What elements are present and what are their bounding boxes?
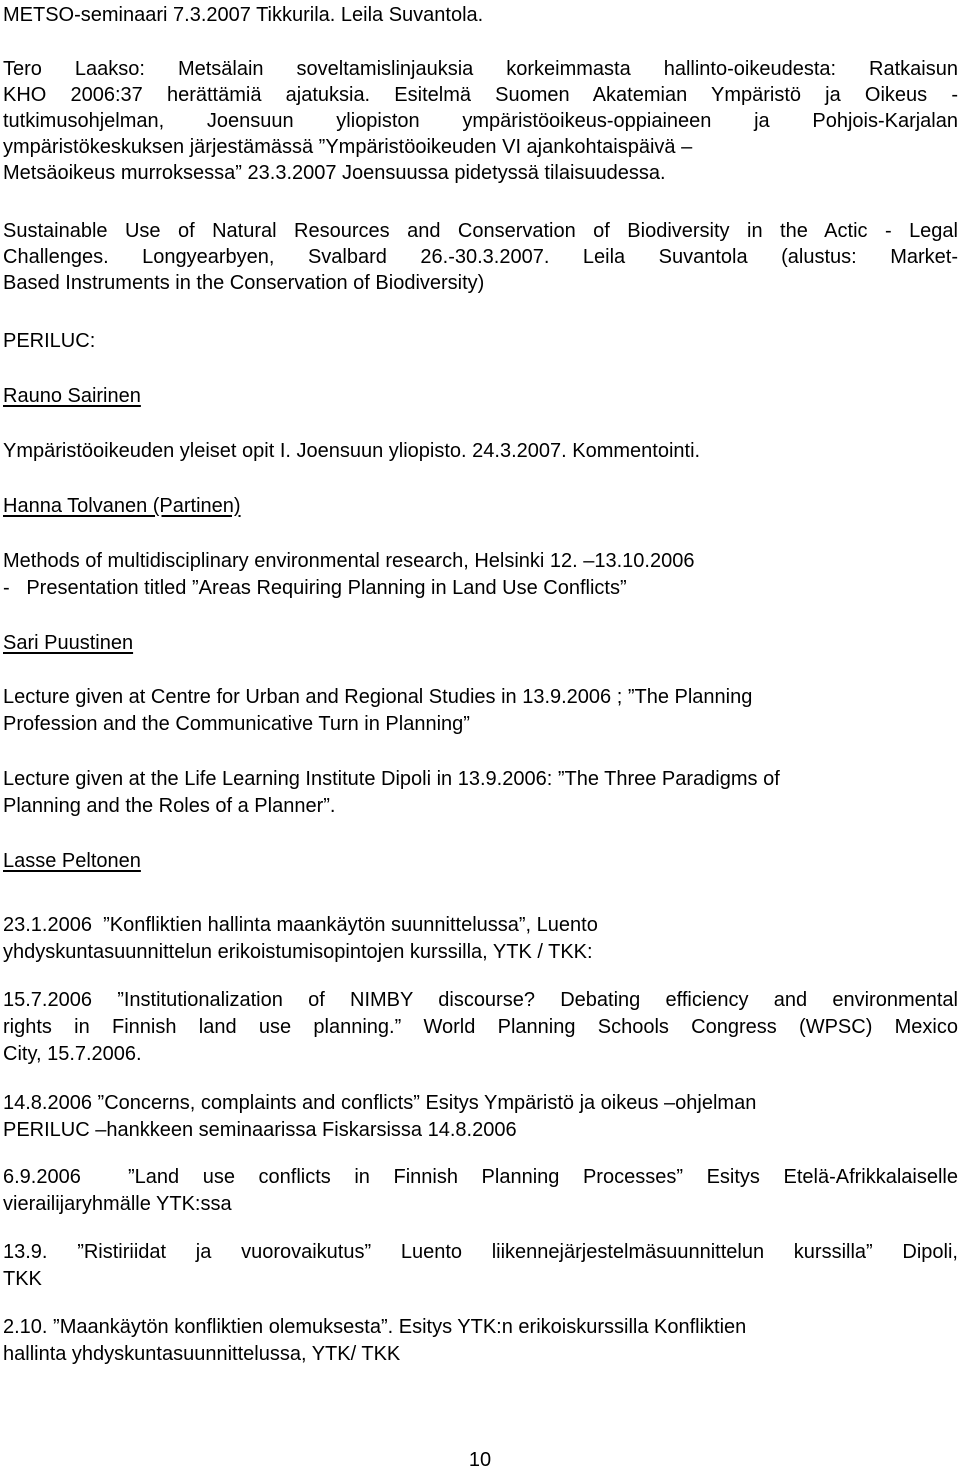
sustainable-line-1: Sustainable Use of Natural Resources and Conservation of Biodiversity in the Actic - Legal xyxy=(3,220,958,242)
laakso-line-4: ympäristökeskuksen järjestämässä ”Ympäristöoikeuden VI ajankohtaispäivä – xyxy=(3,136,693,158)
laakso-line-2: KHO 2006:37 herättämiä ajatuksia. Esitelmä Suomen Akatemian Ympäristö ja Oikeus - xyxy=(3,84,958,106)
peltonen-entry2-line-1: 15.7.2006 ”Institutionalization of NIMBY discourse? Debating efficiency and environmental xyxy=(3,989,958,1011)
puustinen-entry1-line-2: Profession and the Communicative Turn in Planning” xyxy=(3,713,470,735)
puustinen-entry2-line-1: Lecture given at the Life Learning Institute Dipoli in 13.9.2006: ”The Three Paradigms of xyxy=(3,768,780,790)
peltonen-entry4-line-2: vierailijaryhmälle YTK:ssa xyxy=(3,1193,232,1215)
peltonen-entry4-line-1: 6.9.2006 ”Land use conflicts in Finnish Planning Processes” Esitys Etelä-Afrikkalaiselle xyxy=(3,1166,958,1188)
peltonen-entry2-line-3: City, 15.7.2006. xyxy=(3,1043,142,1065)
author-tolvanen: Hanna Tolvanen (Partinen) xyxy=(3,495,241,517)
page-header: METSO-seminaari 7.3.2007 Tikkurila. Leila Suvantola. xyxy=(3,4,484,26)
sustainable-line-2: Challenges. Longyearbyen, Svalbard 26.-30.3.2007. Leila Suvantola (alustus: Market- xyxy=(3,246,958,268)
peltonen-entry5-line-2: TKK xyxy=(3,1268,42,1290)
tolvanen-subentry: - Presentation titled ”Areas Requiring Planning in Land Use Conflicts” xyxy=(3,577,627,599)
peltonen-entry6-line-1: 2.10. ”Maankäytön konfliktien olemuksesta”. Esitys YTK:n erikoiskurssilla Konfliktien xyxy=(3,1316,747,1338)
author-sairinen: Rauno Sairinen xyxy=(3,385,141,407)
peltonen-entry3-line-2: PERILUC –hankkeen seminaarissa Fiskarsissa 14.8.2006 xyxy=(3,1119,517,1141)
laakso-line-3: tutkimusohjelman, Joensuun yliopiston ympäristöoikeus-oppiaineen ja Pohjois-Karjalan xyxy=(3,110,958,132)
sustainable-line-3: Based Instruments in the Conservation of Biodiversity) xyxy=(3,272,485,294)
peltonen-entry5-line-1: 13.9. ”Ristiriidat ja vuorovaikutus” Luento liikennejärjestelmäsuunnittelun kurssilla” Dipoli, xyxy=(3,1241,958,1263)
tolvanen-entry: Methods of multidisciplinary environmental research, Helsinki 12. –13.10.2006 xyxy=(3,550,695,572)
sairinen-entry: Ympäristöoikeuden yleiset opit I. Joensuun yliopisto. 24.3.2007. Kommentointi. xyxy=(3,440,701,462)
puustinen-entry2-line-2: Planning and the Roles of a Planner”. xyxy=(3,795,336,817)
page-number: 10 xyxy=(468,1449,492,1471)
author-puustinen: Sari Puustinen xyxy=(3,632,134,654)
peltonen-entry2-line-2: rights in Finnish land use planning.” World Planning Schools Congress (WPSC) Mexico xyxy=(3,1016,958,1038)
peltonen-entry1-line-2: yhdyskuntasuunnittelun erikoistumisopintojen kurssilla, YTK / TKK: xyxy=(3,941,593,963)
peltonen-entry3-line-1: 14.8.2006 ”Concerns, complaints and conflicts” Esitys Ympäristö ja oikeus –ohjelman xyxy=(3,1092,757,1114)
periluc-heading: PERILUC: xyxy=(3,330,96,352)
laakso-line-1: Tero Laakso: Metsälain soveltamislinjauksia korkeimmasta hallinto-oikeudesta: Ratkaisun xyxy=(3,58,958,80)
peltonen-entry1-line-1: 23.1.2006 ”Konfliktien hallinta maankäytön suunnittelussa”, Luento xyxy=(3,914,598,936)
laakso-line-5: Metsäoikeus murroksessa” 23.3.2007 Joensuussa pidetyssä tilaisuudessa. xyxy=(3,162,666,184)
peltonen-entry6-line-2: hallinta yhdyskuntasuunnittelussa, YTK/ TKK xyxy=(3,1343,401,1365)
puustinen-entry1-line-1: Lecture given at Centre for Urban and Regional Studies in 13.9.2006 ; ”The Planning xyxy=(3,686,753,708)
author-peltonen: Lasse Peltonen xyxy=(3,850,141,872)
